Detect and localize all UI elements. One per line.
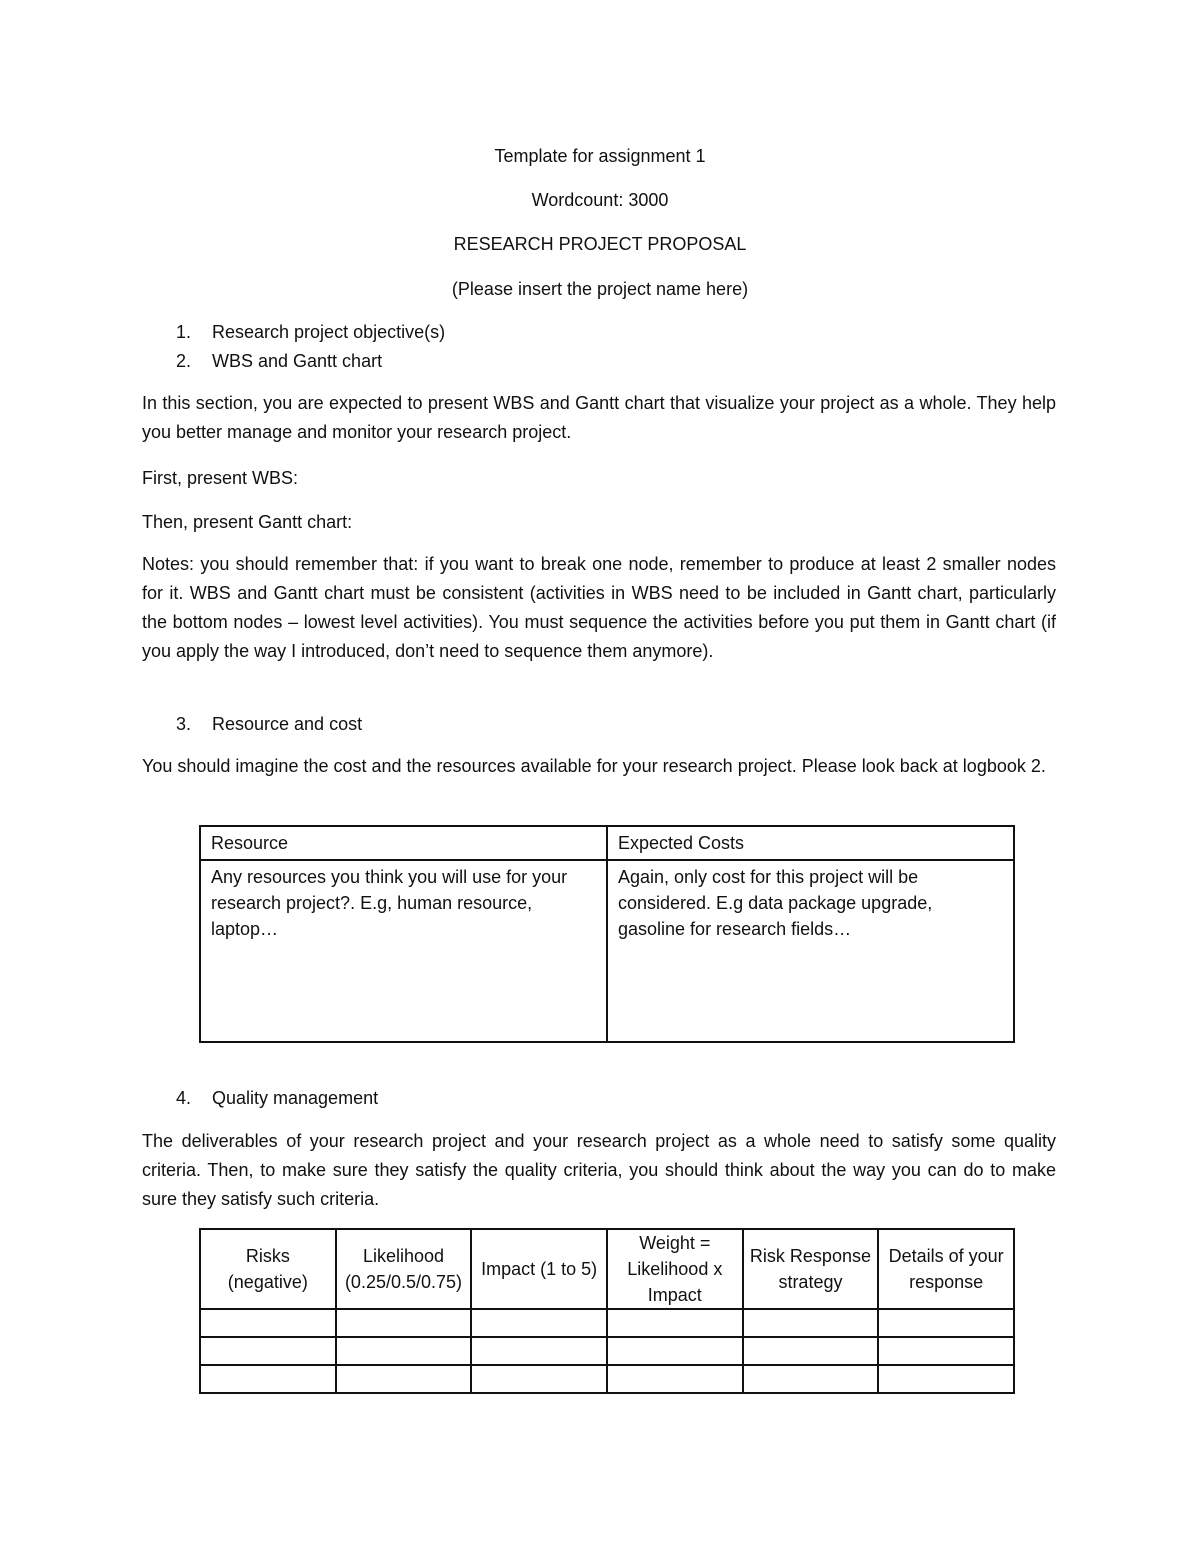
table-header-row [200,1229,1014,1309]
empty-cell[interactable] [743,1337,879,1365]
empty-cell[interactable] [743,1365,879,1393]
empty-cell[interactable] [743,1309,879,1337]
empty-cell[interactable] [200,1309,336,1337]
section-heading-wbs [176,350,382,372]
resource-intro-paragraph: You should imagine the cost and the resources available for your research project. Please look back at logbook 2. [142,756,1046,776]
risk-table [199,1228,1015,1394]
section-heading-objectives [176,321,445,343]
gantt-instruction: Then, present Gantt chart: [142,512,353,532]
project-name-placeholder: (Please insert the project name here) [451,279,749,299]
likelihood-header-cell: Likelihood (0.25/0.5/0.75) [336,1229,472,1309]
response-strategy-header-cell: Risk Response strategy [743,1229,879,1309]
document-title: Template for assignment 1 [494,146,706,166]
section-number: 4. [176,1088,192,1108]
resource-example-cell: Any resources you think you will use for your research project?. E.g, human resource, laptop… [200,860,607,1042]
empty-cell[interactable] [607,1365,743,1393]
impact-header-cell: Impact (1 to 5) [471,1229,607,1309]
wbs-first-instruction: First, present WBS: [142,468,299,488]
section-number: 1. [176,322,192,342]
resource-cost-table [199,825,1015,1043]
empty-cell[interactable] [200,1337,336,1365]
resource-header-cell: Resource [200,826,607,860]
empty-cell[interactable] [878,1337,1014,1365]
section-number: 3. [176,714,192,734]
risks-header-cell: Risks (negative) [200,1229,336,1309]
wbs-notes-paragraph: Notes: you should remember that: if you want to break one node, remember to produce at least 2 smaller nodes for it. WBS and Gantt chart must be consistent (activities in WBS need to be included in Gantt chart, particularly the bottom nodes – lowest level activities). You must sequence the activities before you put them in Gantt chart (if you apply the way I introduced, don’t need to sequence them anymore). [142,554,1056,661]
section-title: Resource and cost [212,714,363,734]
expected-costs-header-cell: Expected Costs [607,826,1014,860]
empty-cell[interactable] [200,1365,336,1393]
section-number: 2. [176,351,192,371]
weight-header-cell: Weight = Likelihood x Impact [607,1229,743,1309]
cost-example-cell: Again, only cost for this project will be considered. E.g data package upgrade, gasoline for research fields… [607,860,1014,1042]
empty-cell[interactable] [336,1337,472,1365]
empty-cell[interactable] [336,1365,472,1393]
quality-intro-paragraph: The deliverables of your research project and your research project as a whole need to satisfy some quality criteria. Then, to make sure they satisfy the quality criteria, you should think about the way you can do to make sure they satisfy such criteria. [142,1131,1056,1209]
table-row [200,860,1014,1042]
section-heading-resource [176,713,362,735]
wbs-intro-paragraph: In this section, you are expected to present WBS and Gantt chart that visualize your project as a whole. They help you better manage and monitor your research project. [142,393,1056,442]
section-title: WBS and Gantt chart [212,351,383,371]
empty-cell[interactable] [607,1309,743,1337]
table-row [200,1337,1014,1365]
section-title: Research project objective(s) [212,322,446,342]
empty-cell[interactable] [607,1337,743,1365]
empty-cell[interactable] [878,1365,1014,1393]
section-title: Quality management [212,1088,379,1108]
response-details-header-cell: Details of your response [878,1229,1014,1309]
empty-cell[interactable] [878,1309,1014,1337]
table-row [200,1365,1014,1393]
empty-cell[interactable] [471,1337,607,1365]
table-row [200,1309,1014,1337]
table-header-row [200,826,1014,860]
section-heading-quality [176,1087,378,1109]
wordcount: Wordcount: 3000 [531,190,669,210]
empty-cell[interactable] [336,1309,472,1337]
empty-cell[interactable] [471,1365,607,1393]
document-type: RESEARCH PROJECT PROPOSAL [453,234,747,254]
empty-cell[interactable] [471,1309,607,1337]
